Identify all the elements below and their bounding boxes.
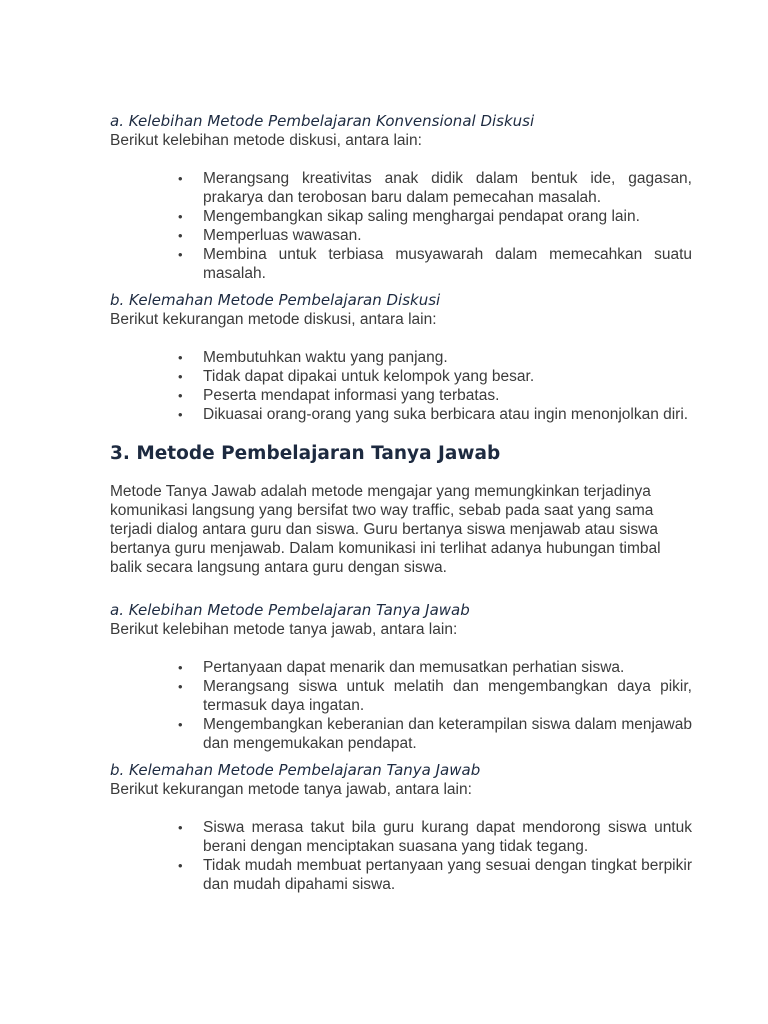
list-item: • Dikuasai orang-orang yang suka berbicara atau ingin menonjolkan diri. xyxy=(178,406,689,423)
list-item: • Tidak dapat dipakai untuk kelompok yang besar. xyxy=(178,368,535,385)
list-item: • Mengembangkan keberanian dan keterampilan siswa dalam menjawab dan mengemukakan pendapat. xyxy=(178,716,692,752)
list-item: • Pertanyaan dapat menarik dan memusatkan perhatian siswa. xyxy=(178,659,625,676)
bullet-icon: • xyxy=(178,388,183,403)
list-item: • Tidak mudah membuat pertanyaan yang sesuai dengan tingkat berpikir dan mudah dipahami siswa. xyxy=(178,857,692,893)
list-kelemahan-diskusi xyxy=(110,348,692,424)
list-kelebihan-diskusi xyxy=(110,169,692,283)
intro-kelebihan-diskusi: Berikut kelebihan metode diskusi, antara lain: xyxy=(110,132,422,149)
list-item: • Merangsang siswa untuk melatih dan mengembangkan daya pikir, termasuk daya ingatan. xyxy=(178,678,692,714)
bullet-icon: • xyxy=(178,369,183,384)
list-item: • Memperluas wawasan. xyxy=(178,227,362,244)
list-item: • Membutuhkan waktu yang panjang. xyxy=(178,349,448,366)
paragraph-tanya-jawab: Metode Tanya Jawab adalah metode mengajar yang memungkinkan terjadinya komunikasi langsung yang bersifat two way traffic, sebab pada saat yang sama terjadi dialog antara guru dan siswa. Guru bertanya siswa menjawab atau siswa bertanya guru menjawab. Dalam komunikasi ini terlihat adanya hubungan timbal balik secara langsung antara guru dengan siswa. xyxy=(110,483,661,576)
section-heading-tanya-jawab: 3. Metode Pembelajaran Tanya Jawab xyxy=(110,443,501,464)
list-item: • Mengembangkan sikap saling menghargai pendapat orang lain. xyxy=(178,208,640,225)
list-item: • Peserta mendapat informasi yang terbatas. xyxy=(178,387,500,404)
subheading-kelebihan-diskusi: a. Kelebihan Metode Pembelajaran Konvensional Diskusi xyxy=(110,112,535,130)
subheading-kelemahan-tanya-jawab: b. Kelemahan Metode Pembelajaran Tanya Jawab xyxy=(110,761,481,779)
bullet-icon: • xyxy=(178,228,183,243)
subheading-kelebihan-tanya-jawab: a. Kelebihan Metode Pembelajaran Tanya Jawab xyxy=(110,601,470,619)
list-item: • Merangsang kreativitas anak didik dalam bentuk ide, gagasan, prakarya dan terobosan baru dalam pemecahan masalah. xyxy=(178,170,692,206)
list-kelemahan-tanya-jawab xyxy=(110,818,692,894)
bullet-icon: • xyxy=(178,858,183,873)
bullet-icon: • xyxy=(178,247,183,262)
bullet-icon: • xyxy=(178,407,183,422)
list-item: • Siswa merasa takut bila guru kurang dapat mendorong siswa untuk berani dengan menciptakan suasana yang tidak tegang. xyxy=(178,819,692,855)
bullet-icon: • xyxy=(178,820,183,835)
list-item: • Membina untuk terbiasa musyawarah dalam memecahkan suatu masalah. xyxy=(178,246,692,282)
intro-kelebihan-tanya-jawab: Berikut kelebihan metode tanya jawab, antara lain: xyxy=(110,621,458,638)
intro-kelemahan-tanya-jawab: Berikut kekurangan metode tanya jawab, antara lain: xyxy=(110,781,472,798)
intro-kelemahan-diskusi: Berikut kekurangan metode diskusi, antara lain: xyxy=(110,311,437,328)
subheading-kelemahan-diskusi: b. Kelemahan Metode Pembelajaran Diskusi xyxy=(110,291,441,309)
bullet-icon: • xyxy=(178,717,183,732)
bullet-icon: • xyxy=(178,350,183,365)
list-kelebihan-tanya-jawab xyxy=(110,658,692,753)
bullet-icon: • xyxy=(178,171,183,186)
bullet-icon: • xyxy=(178,660,183,675)
bullet-icon: • xyxy=(178,209,183,224)
bullet-icon: • xyxy=(178,679,183,694)
document-page xyxy=(110,112,692,894)
